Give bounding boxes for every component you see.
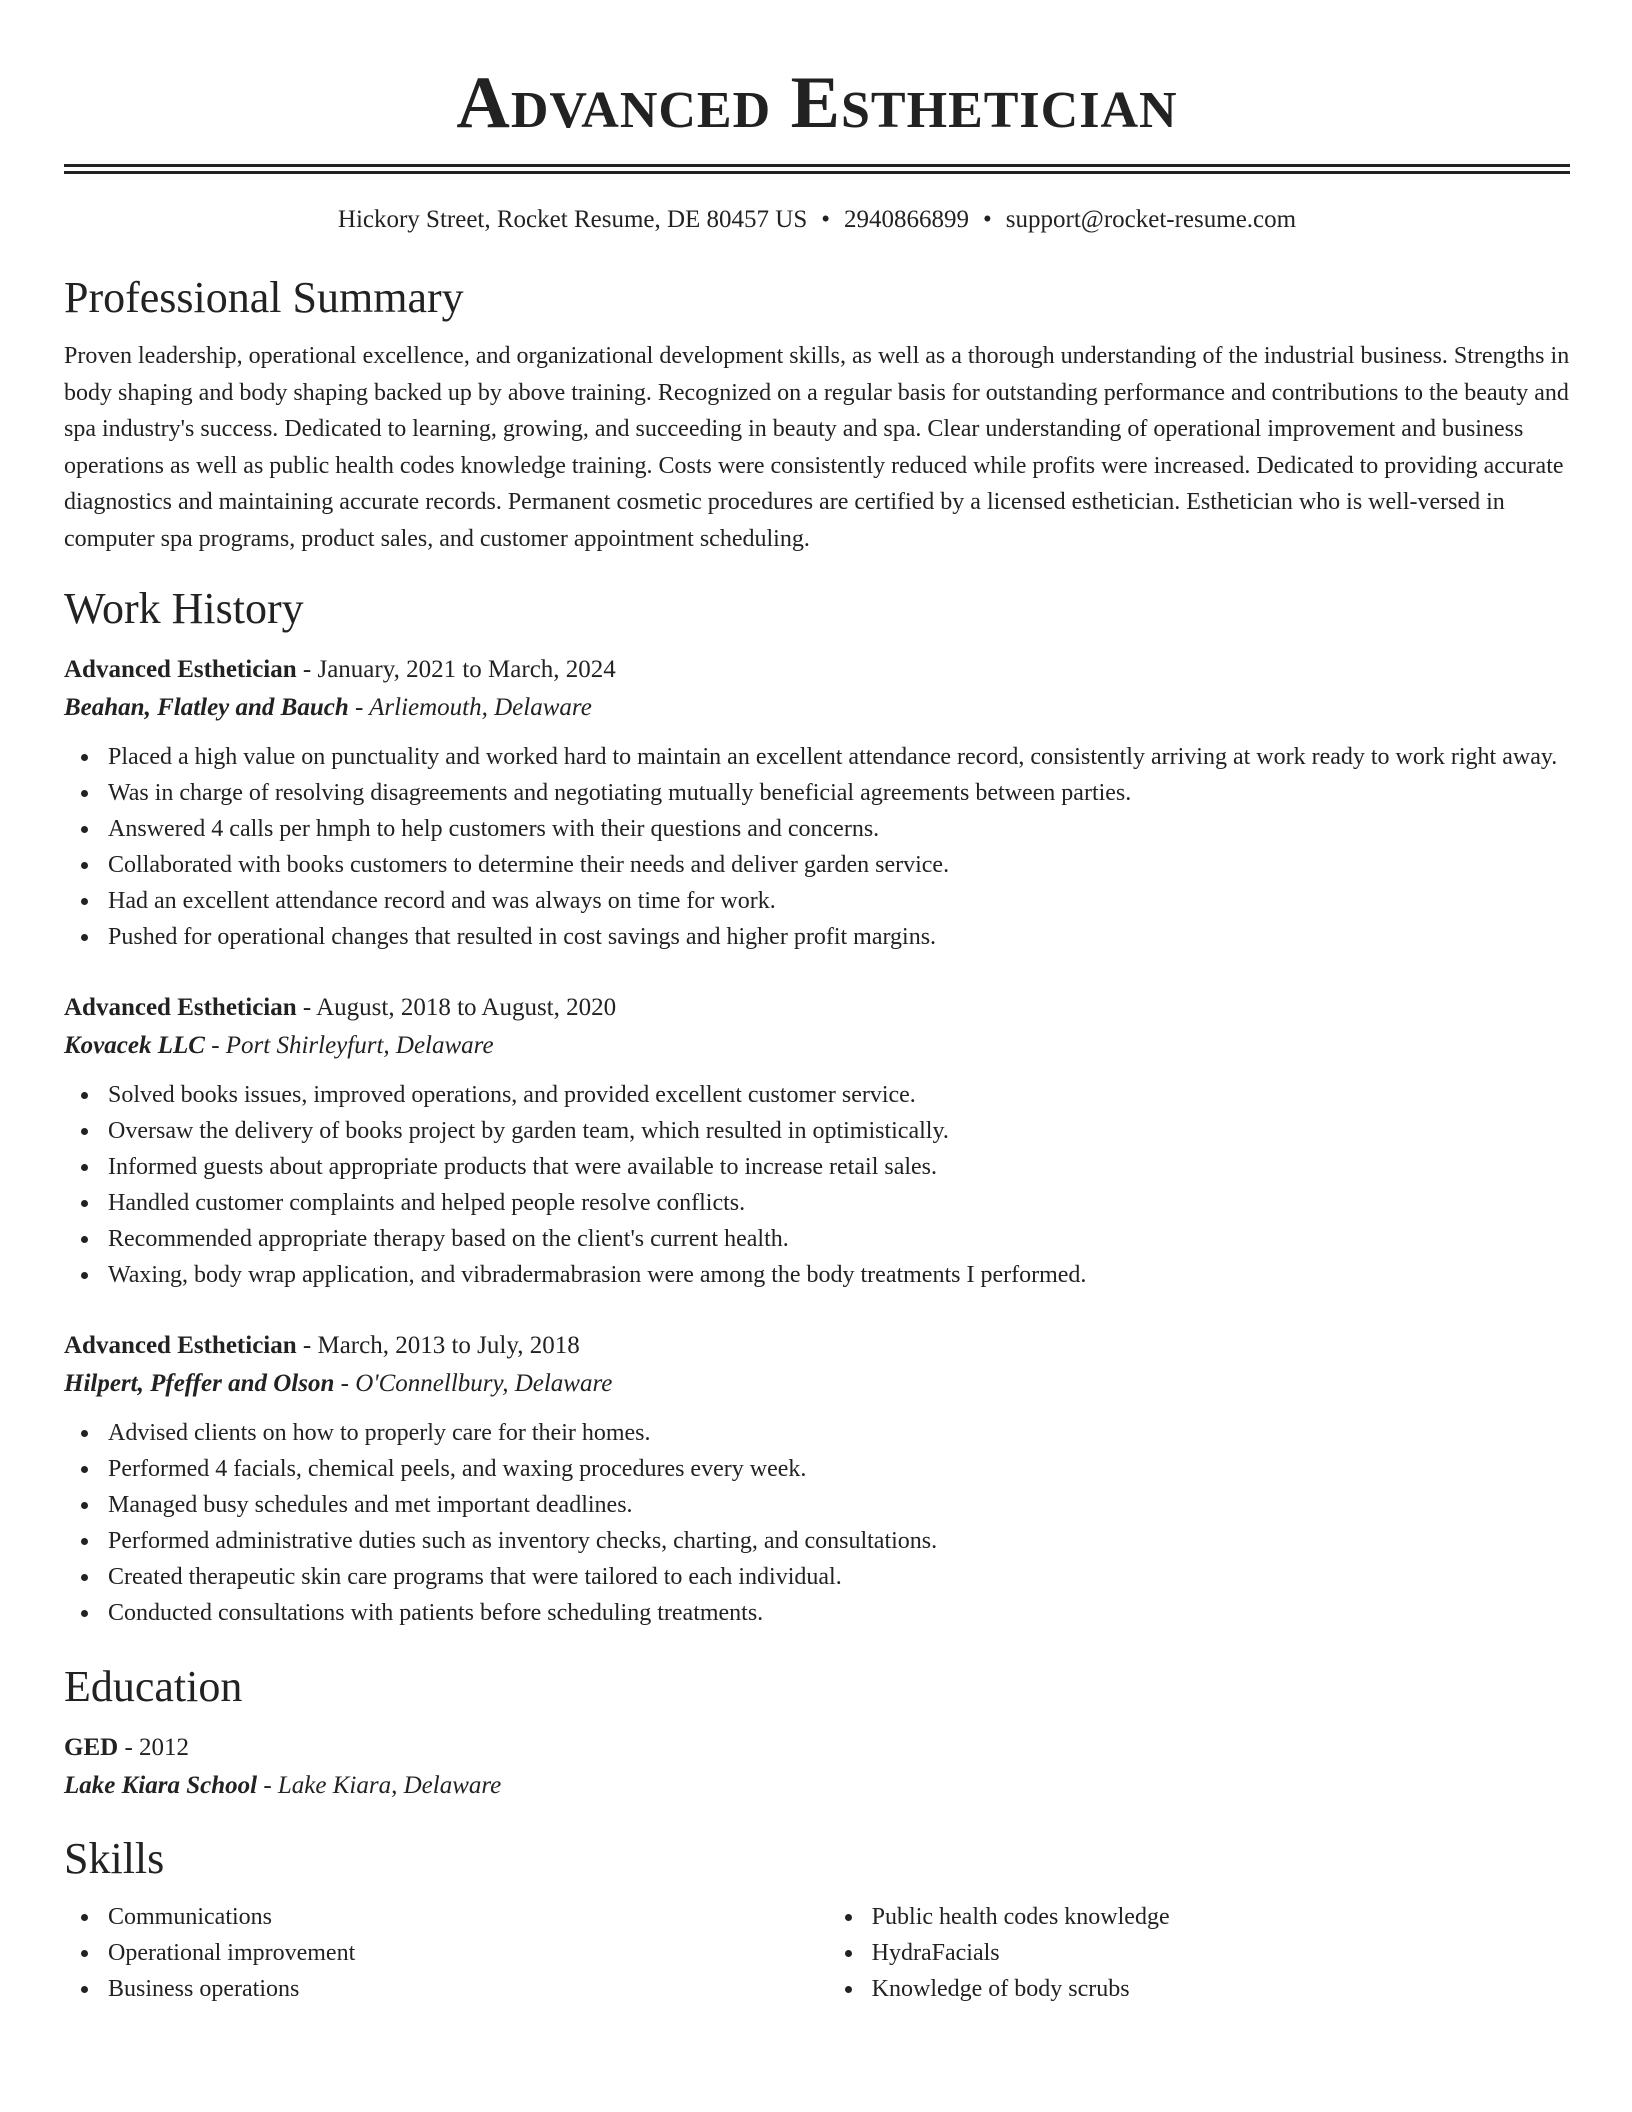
list-item: Was in charge of resolving disagreements and negotiating mutually beneficial agreements between parties. bbox=[108, 775, 1570, 811]
job-role: Advanced Esthetician bbox=[64, 1332, 297, 1359]
list-item: Performed 4 facials, chemical peels, and waxing procedures every week. bbox=[108, 1451, 1570, 1487]
job-bullets bbox=[64, 1077, 1570, 1293]
job-title-line bbox=[64, 989, 1570, 1027]
list-item: Pushed for operational changes that resulted in cost savings and higher profit margins. bbox=[108, 919, 1570, 955]
education-degree: GED bbox=[64, 1734, 119, 1761]
list-item: Performed administrative duties such as inventory checks, charting, and consultations. bbox=[108, 1523, 1570, 1559]
list-item: Had an excellent attendance record and was always on time for work. bbox=[108, 883, 1570, 919]
list-item: Business operations bbox=[108, 1971, 828, 2007]
job-company-line bbox=[64, 1365, 1570, 1403]
education-location: - Lake Kiara, Delaware bbox=[257, 1772, 502, 1799]
job-location: - Port Shirleyfurt, Delaware bbox=[204, 1032, 494, 1059]
job-location: - O'Connellbury, Delaware bbox=[334, 1370, 613, 1397]
job-company: Beahan, Flatley and Bauch bbox=[64, 694, 349, 721]
education-year: - 2012 bbox=[118, 1734, 190, 1761]
contact-address: Hickory Street, Rocket Resume, DE 80457 US bbox=[337, 206, 808, 233]
list-item: Informed guests about appropriate products that were available to increase retail sales. bbox=[108, 1149, 1570, 1185]
skills-list bbox=[64, 1899, 1570, 2007]
list-item: Conducted consultations with patients before scheduling treatments. bbox=[108, 1595, 1570, 1631]
job-title-line bbox=[64, 1327, 1570, 1365]
job-bullets bbox=[64, 1415, 1570, 1631]
contact-phone: 2940866899 bbox=[844, 206, 970, 233]
summary-text: Proven leadership, operational excellence, and organizational development skills, as well as a thorough understanding of the industrial business. Strengths in body shaping and body shaping backed up by above training. Recognized on a regular basis for outstanding performance and contributions to the beauty and spa industry's success. Dedicated to learning, growing, and succeeding in beauty and spa. Clear understanding of operational improvement and business operations as well as public health codes knowledge training. Costs were consistently reduced while profits were increased. Dedicated to providing accurate diagnostics and maintaining accurate records. Permanent cosmetic procedures are certified by a licensed esthetician. Esthetician who is well-versed in computer spa programs, product sales, and customer appointment scheduling. bbox=[64, 343, 1570, 552]
job-role: Advanced Esthetician bbox=[64, 994, 297, 1021]
list-item: Public health codes knowledge bbox=[872, 1899, 1570, 1935]
list-item: Created therapeutic skin care programs that were tailored to each individual. bbox=[108, 1559, 1570, 1595]
contact-separator: • bbox=[821, 206, 831, 233]
job-dates: - August, 2018 to August, 2020 bbox=[296, 994, 617, 1021]
skills-column-left bbox=[64, 1899, 828, 2007]
list-item: Solved books issues, improved operations, and provided excellent customer service. bbox=[108, 1077, 1570, 1113]
job-company-line bbox=[64, 1027, 1570, 1065]
job-bullets bbox=[64, 739, 1570, 955]
education-school: Lake Kiara School bbox=[64, 1772, 258, 1799]
list-item: Placed a high value on punctuality and worked hard to maintain an excellent attendance record, consistently arriving at work ready to work right away. bbox=[108, 739, 1570, 775]
list-item: Recommended appropriate therapy based on the client's current health. bbox=[108, 1221, 1570, 1257]
resume-name: Advanced Esthetician bbox=[456, 62, 1178, 144]
job-dates: - March, 2013 to July, 2018 bbox=[296, 1332, 580, 1359]
job-location: - Arliemouth, Delaware bbox=[348, 694, 592, 721]
list-item: Answered 4 calls per hmph to help customers with their questions and concerns. bbox=[108, 811, 1570, 847]
list-item: Communications bbox=[108, 1899, 828, 1935]
skills-column-right bbox=[828, 1899, 1570, 2007]
skills-heading: Skills bbox=[64, 1834, 165, 1883]
job-entry bbox=[64, 1327, 1570, 1631]
job-dates: - January, 2021 to March, 2024 bbox=[296, 656, 616, 683]
list-item: Operational improvement bbox=[108, 1935, 828, 1971]
list-item: Oversaw the delivery of books project by garden team, which resulted in optimistically. bbox=[108, 1113, 1570, 1149]
job-company: Kovacek LLC bbox=[64, 1032, 205, 1059]
education-school-line bbox=[64, 1767, 1570, 1805]
list-item: Managed busy schedules and met important deadlines. bbox=[108, 1487, 1570, 1523]
job-entry bbox=[64, 651, 1570, 955]
list-item: Collaborated with books customers to determine their needs and deliver garden service. bbox=[108, 847, 1570, 883]
list-item: HydraFacials bbox=[872, 1935, 1570, 1971]
resume-page bbox=[64, 0, 1570, 2007]
job-role: Advanced Esthetician bbox=[64, 656, 297, 683]
job-company-line bbox=[64, 689, 1570, 727]
education-entry bbox=[64, 1729, 1570, 1805]
job-title-line bbox=[64, 651, 1570, 689]
summary-heading: Professional Summary bbox=[64, 273, 464, 322]
list-item: Handled customer complaints and helped people resolve conflicts. bbox=[108, 1185, 1570, 1221]
contact-separator: • bbox=[983, 206, 992, 233]
list-item: Advised clients on how to properly care for their homes. bbox=[108, 1415, 1570, 1451]
job-company: Hilpert, Pfeffer and Olson bbox=[64, 1370, 335, 1397]
work-history-heading: Work History bbox=[64, 584, 304, 633]
contact-line bbox=[64, 204, 1570, 236]
job-entry bbox=[64, 989, 1570, 1293]
list-item: Waxing, body wrap application, and vibradermabrasion were among the body treatments I performed. bbox=[108, 1257, 1570, 1293]
contact-email: support@rocket-resume.com bbox=[1005, 206, 1297, 233]
header-divider bbox=[64, 164, 1570, 174]
list-item: Knowledge of body scrubs bbox=[872, 1971, 1570, 2007]
education-heading: Education bbox=[64, 1662, 243, 1711]
education-degree-line bbox=[64, 1729, 1570, 1767]
